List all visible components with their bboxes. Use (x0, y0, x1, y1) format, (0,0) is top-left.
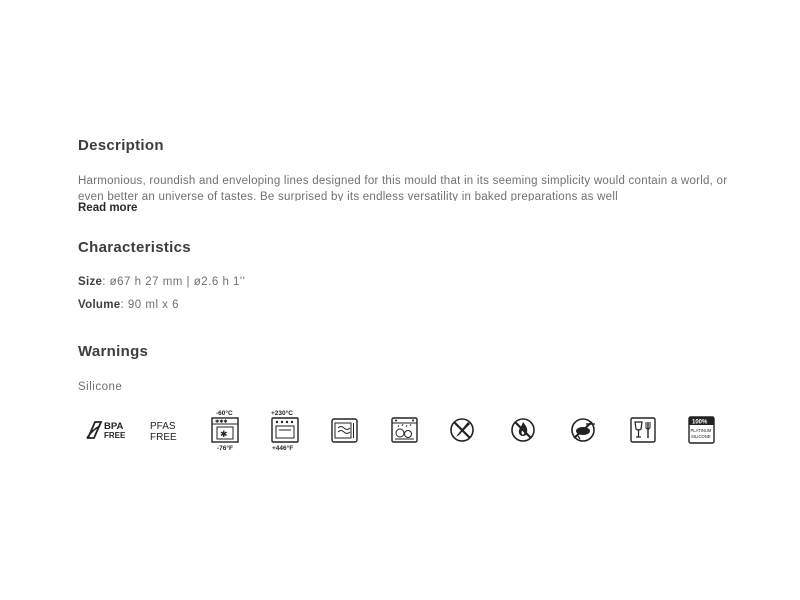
characteristics-title: Characteristics (78, 239, 191, 256)
no-flame-icon (510, 408, 550, 452)
warnings-title: Warnings (78, 343, 149, 360)
platinum-line2: PLATINUM (690, 428, 712, 433)
description-title: Description (78, 137, 164, 154)
freezer-top-temp: -60°C (216, 410, 233, 417)
pfas-free-icon (148, 408, 188, 452)
oven-top-temp: +230°C (271, 410, 293, 417)
read-more-link[interactable]: Read more (78, 202, 141, 214)
description-text: Harmonious, roundish and enveloping lines designed for this mould that in its seeming simplicity would contain a world, or even better an universe of tastes. Be surprised by its endless versatility in baked preparations as well (78, 175, 728, 201)
size-spec (78, 276, 245, 288)
platinum-line3: SILICONE (691, 434, 711, 439)
svg-text:✱: ✱ (220, 430, 228, 440)
food-safe-icon (629, 408, 669, 452)
svg-text:✱✱✱: ✱✱✱ (215, 419, 228, 425)
oven-bottom-temp: +446°F (272, 445, 294, 452)
dishwasher-icon (390, 408, 430, 452)
pfas-free-line2: FREE (150, 432, 177, 443)
material-text: Silicone (78, 381, 123, 393)
volume-spec (78, 299, 179, 311)
volume-label: Volume (78, 299, 121, 311)
volume-value: : 90 ml x 6 (120, 299, 180, 311)
no-grill-icon (570, 408, 610, 452)
platinum-line1: 100% (692, 419, 708, 426)
bpa-free-line1: BPA (104, 421, 124, 432)
platinum-silicone-icon (688, 408, 728, 452)
size-label: Size (78, 276, 103, 288)
freezer-icon (209, 408, 249, 452)
freezer-bottom-temp: -76°F (217, 445, 233, 452)
no-knife-icon (450, 408, 490, 452)
microwave-icon (330, 408, 370, 452)
pfas-free-line1: PFAS (150, 421, 176, 432)
oven-icon (269, 408, 309, 452)
bpa-free-line2: FREE (104, 431, 126, 440)
bpa-free-icon (84, 408, 124, 452)
size-value: : ø67 h 27 mm | ø2.6 h 1'' (102, 276, 246, 288)
